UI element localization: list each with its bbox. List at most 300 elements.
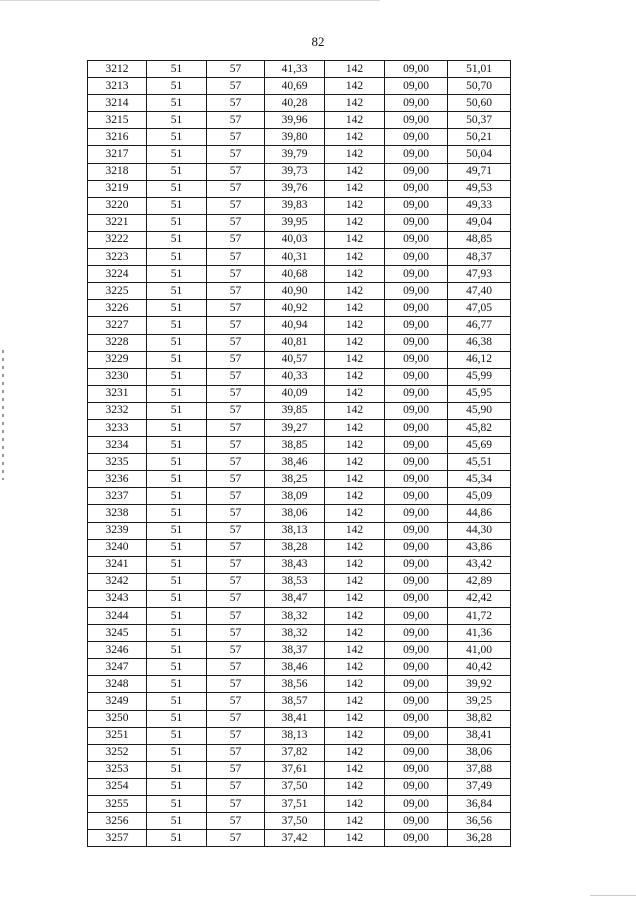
- col6-cell: 09,00: [385, 727, 448, 744]
- col2-cell: 51: [147, 300, 207, 317]
- col2-cell: 51: [147, 266, 207, 283]
- col5-cell: 142: [325, 95, 385, 112]
- col5-cell: 142: [325, 608, 385, 625]
- col3-cell: 57: [207, 830, 265, 847]
- col5-cell: 142: [325, 522, 385, 539]
- col4-cell: 38,57: [265, 693, 325, 710]
- table-row: [88, 488, 511, 505]
- col7-cell: 45,95: [448, 385, 511, 402]
- col6-cell: 09,00: [385, 471, 448, 488]
- col2-cell: 51: [147, 454, 207, 471]
- col6-cell: 09,00: [385, 129, 448, 146]
- table-row: [88, 437, 511, 454]
- table-row: [88, 830, 511, 847]
- col2-cell: 51: [147, 556, 207, 573]
- table-row: [88, 796, 511, 813]
- table-row: [88, 249, 511, 266]
- id-cell: 3250: [88, 710, 147, 727]
- col2-cell: 51: [147, 573, 207, 590]
- col7-cell: 50,60: [448, 95, 511, 112]
- col3-cell: 57: [207, 61, 265, 78]
- col4-cell: 38,13: [265, 727, 325, 744]
- col3-cell: 57: [207, 78, 265, 95]
- table-row: [88, 676, 511, 693]
- col4-cell: 38,32: [265, 625, 325, 642]
- col3-cell: 57: [207, 419, 265, 436]
- col2-cell: 51: [147, 351, 207, 368]
- col6-cell: 09,00: [385, 778, 448, 795]
- col3-cell: 57: [207, 214, 265, 231]
- col6-cell: 09,00: [385, 437, 448, 454]
- col5-cell: 142: [325, 129, 385, 146]
- col6-cell: 09,00: [385, 249, 448, 266]
- col6-cell: 09,00: [385, 197, 448, 214]
- table-row: [88, 573, 511, 590]
- col5-cell: 142: [325, 266, 385, 283]
- col5-cell: 142: [325, 727, 385, 744]
- col3-cell: 57: [207, 351, 265, 368]
- table-row: [88, 112, 511, 129]
- table-row: [88, 659, 511, 676]
- col5-cell: 142: [325, 744, 385, 761]
- col7-cell: 45,51: [448, 454, 511, 471]
- id-cell: 3255: [88, 796, 147, 813]
- col5-cell: 142: [325, 590, 385, 607]
- col7-cell: 45,90: [448, 402, 511, 419]
- col4-cell: 40,69: [265, 78, 325, 95]
- col6-cell: 09,00: [385, 402, 448, 419]
- id-cell: 3238: [88, 505, 147, 522]
- col5-cell: 142: [325, 778, 385, 795]
- col6-cell: 09,00: [385, 334, 448, 351]
- id-cell: 3223: [88, 249, 147, 266]
- col6-cell: 09,00: [385, 61, 448, 78]
- table-row: [88, 590, 511, 607]
- col4-cell: 38,37: [265, 642, 325, 659]
- col3-cell: 57: [207, 437, 265, 454]
- col7-cell: 37,88: [448, 761, 511, 778]
- col7-cell: 45,82: [448, 419, 511, 436]
- table-row: [88, 471, 511, 488]
- table-row: [88, 214, 511, 231]
- col4-cell: 39,27: [265, 419, 325, 436]
- col5-cell: 142: [325, 454, 385, 471]
- col6-cell: 09,00: [385, 659, 448, 676]
- col3-cell: 57: [207, 368, 265, 385]
- col2-cell: 51: [147, 437, 207, 454]
- id-cell: 3221: [88, 214, 147, 231]
- col6-cell: 09,00: [385, 642, 448, 659]
- col7-cell: 39,92: [448, 676, 511, 693]
- col7-cell: 49,53: [448, 180, 511, 197]
- data-table: [87, 60, 511, 847]
- col2-cell: 51: [147, 402, 207, 419]
- col7-cell: 36,56: [448, 813, 511, 830]
- col6-cell: 09,00: [385, 454, 448, 471]
- table-row: [88, 317, 511, 334]
- col7-cell: 36,28: [448, 830, 511, 847]
- col6-cell: 09,00: [385, 266, 448, 283]
- col2-cell: 51: [147, 78, 207, 95]
- table-row: [88, 266, 511, 283]
- col7-cell: 45,09: [448, 488, 511, 505]
- col2-cell: 51: [147, 522, 207, 539]
- col3-cell: 57: [207, 590, 265, 607]
- id-cell: 3245: [88, 625, 147, 642]
- id-cell: 3220: [88, 197, 147, 214]
- id-cell: 3257: [88, 830, 147, 847]
- col2-cell: 51: [147, 505, 207, 522]
- col4-cell: 38,46: [265, 454, 325, 471]
- col2-cell: 51: [147, 214, 207, 231]
- col3-cell: 57: [207, 693, 265, 710]
- col5-cell: 142: [325, 61, 385, 78]
- col5-cell: 142: [325, 112, 385, 129]
- col2-cell: 51: [147, 197, 207, 214]
- col2-cell: 51: [147, 419, 207, 436]
- col4-cell: 40,09: [265, 385, 325, 402]
- id-cell: 3234: [88, 437, 147, 454]
- id-cell: 3246: [88, 642, 147, 659]
- col5-cell: 142: [325, 693, 385, 710]
- col3-cell: 57: [207, 710, 265, 727]
- col7-cell: 50,04: [448, 146, 511, 163]
- col2-cell: 51: [147, 368, 207, 385]
- col7-cell: 43,42: [448, 556, 511, 573]
- col6-cell: 09,00: [385, 300, 448, 317]
- col3-cell: 57: [207, 625, 265, 642]
- table-row: [88, 454, 511, 471]
- col5-cell: 142: [325, 163, 385, 180]
- col4-cell: 38,43: [265, 556, 325, 573]
- col3-cell: 57: [207, 146, 265, 163]
- table-row: [88, 163, 511, 180]
- col3-cell: 57: [207, 385, 265, 402]
- col4-cell: 37,50: [265, 813, 325, 830]
- table-row: [88, 778, 511, 795]
- id-cell: 3233: [88, 419, 147, 436]
- col4-cell: 39,96: [265, 112, 325, 129]
- table-body: [88, 61, 511, 847]
- col2-cell: 51: [147, 95, 207, 112]
- col6-cell: 09,00: [385, 317, 448, 334]
- col7-cell: 39,25: [448, 693, 511, 710]
- col6-cell: 09,00: [385, 214, 448, 231]
- col6-cell: 09,00: [385, 78, 448, 95]
- id-cell: 3244: [88, 608, 147, 625]
- col6-cell: 09,00: [385, 231, 448, 248]
- col2-cell: 51: [147, 642, 207, 659]
- col5-cell: 142: [325, 556, 385, 573]
- col2-cell: 51: [147, 761, 207, 778]
- id-cell: 3227: [88, 317, 147, 334]
- col5-cell: 142: [325, 437, 385, 454]
- table-row: [88, 522, 511, 539]
- scan-margin-mark: [2, 350, 4, 480]
- col2-cell: 51: [147, 129, 207, 146]
- col3-cell: 57: [207, 505, 265, 522]
- table-row: [88, 813, 511, 830]
- col4-cell: 38,46: [265, 659, 325, 676]
- col3-cell: 57: [207, 317, 265, 334]
- col7-cell: 50,37: [448, 112, 511, 129]
- col5-cell: 142: [325, 334, 385, 351]
- col2-cell: 51: [147, 659, 207, 676]
- col5-cell: 142: [325, 402, 385, 419]
- col6-cell: 09,00: [385, 283, 448, 300]
- col7-cell: 46,12: [448, 351, 511, 368]
- col6-cell: 09,00: [385, 112, 448, 129]
- col5-cell: 142: [325, 419, 385, 436]
- col2-cell: 51: [147, 163, 207, 180]
- col3-cell: 57: [207, 744, 265, 761]
- col4-cell: 39,85: [265, 402, 325, 419]
- col3-cell: 57: [207, 488, 265, 505]
- id-cell: 3235: [88, 454, 147, 471]
- col5-cell: 142: [325, 385, 385, 402]
- col6-cell: 09,00: [385, 385, 448, 402]
- col3-cell: 57: [207, 231, 265, 248]
- col3-cell: 57: [207, 129, 265, 146]
- col7-cell: 51,01: [448, 61, 511, 78]
- col2-cell: 51: [147, 778, 207, 795]
- scan-top-rule: [0, 0, 380, 1]
- col7-cell: 38,82: [448, 710, 511, 727]
- col4-cell: 40,57: [265, 351, 325, 368]
- col4-cell: 40,90: [265, 283, 325, 300]
- table-row: [88, 608, 511, 625]
- col6-cell: 09,00: [385, 744, 448, 761]
- col4-cell: 41,33: [265, 61, 325, 78]
- col7-cell: 45,69: [448, 437, 511, 454]
- col6-cell: 09,00: [385, 180, 448, 197]
- col6-cell: 09,00: [385, 368, 448, 385]
- id-cell: 3243: [88, 590, 147, 607]
- col2-cell: 51: [147, 385, 207, 402]
- col4-cell: 38,32: [265, 608, 325, 625]
- id-cell: 3232: [88, 402, 147, 419]
- col7-cell: 43,86: [448, 539, 511, 556]
- col4-cell: 40,68: [265, 266, 325, 283]
- col4-cell: 38,53: [265, 573, 325, 590]
- col6-cell: 09,00: [385, 693, 448, 710]
- id-cell: 3229: [88, 351, 147, 368]
- col5-cell: 142: [325, 539, 385, 556]
- id-cell: 3240: [88, 539, 147, 556]
- col3-cell: 57: [207, 642, 265, 659]
- col5-cell: 142: [325, 214, 385, 231]
- col6-cell: 09,00: [385, 676, 448, 693]
- table-row: [88, 710, 511, 727]
- col7-cell: 37,49: [448, 778, 511, 795]
- table-row: [88, 61, 511, 78]
- col6-cell: 09,00: [385, 505, 448, 522]
- col7-cell: 49,04: [448, 214, 511, 231]
- col5-cell: 142: [325, 249, 385, 266]
- col3-cell: 57: [207, 334, 265, 351]
- col3-cell: 57: [207, 539, 265, 556]
- col5-cell: 142: [325, 813, 385, 830]
- col6-cell: 09,00: [385, 146, 448, 163]
- col5-cell: 142: [325, 471, 385, 488]
- col7-cell: 50,21: [448, 129, 511, 146]
- col5-cell: 142: [325, 676, 385, 693]
- id-cell: 3241: [88, 556, 147, 573]
- col3-cell: 57: [207, 522, 265, 539]
- col7-cell: 42,89: [448, 573, 511, 590]
- col5-cell: 142: [325, 146, 385, 163]
- id-cell: 3226: [88, 300, 147, 317]
- col7-cell: 47,93: [448, 266, 511, 283]
- col2-cell: 51: [147, 796, 207, 813]
- table-row: [88, 744, 511, 761]
- col6-cell: 09,00: [385, 522, 448, 539]
- col2-cell: 51: [147, 590, 207, 607]
- table-row: [88, 385, 511, 402]
- col4-cell: 37,61: [265, 761, 325, 778]
- col3-cell: 57: [207, 573, 265, 590]
- col7-cell: 36,84: [448, 796, 511, 813]
- col4-cell: 38,06: [265, 505, 325, 522]
- col3-cell: 57: [207, 796, 265, 813]
- id-cell: 3230: [88, 368, 147, 385]
- id-cell: 3253: [88, 761, 147, 778]
- table-row: [88, 95, 511, 112]
- col6-cell: 09,00: [385, 95, 448, 112]
- col4-cell: 39,79: [265, 146, 325, 163]
- col7-cell: 49,71: [448, 163, 511, 180]
- table-row: [88, 351, 511, 368]
- col2-cell: 51: [147, 180, 207, 197]
- col4-cell: 38,85: [265, 437, 325, 454]
- col2-cell: 51: [147, 488, 207, 505]
- id-cell: 3247: [88, 659, 147, 676]
- id-cell: 3251: [88, 727, 147, 744]
- col4-cell: 39,73: [265, 163, 325, 180]
- id-cell: 3231: [88, 385, 147, 402]
- id-cell: 3212: [88, 61, 147, 78]
- table-row: [88, 761, 511, 778]
- id-cell: 3219: [88, 180, 147, 197]
- col2-cell: 51: [147, 608, 207, 625]
- col6-cell: 09,00: [385, 163, 448, 180]
- col3-cell: 57: [207, 659, 265, 676]
- col5-cell: 142: [325, 197, 385, 214]
- col2-cell: 51: [147, 249, 207, 266]
- col2-cell: 51: [147, 112, 207, 129]
- col4-cell: 40,94: [265, 317, 325, 334]
- col7-cell: 46,38: [448, 334, 511, 351]
- col4-cell: 38,13: [265, 522, 325, 539]
- id-cell: 3249: [88, 693, 147, 710]
- col2-cell: 51: [147, 317, 207, 334]
- id-cell: 3237: [88, 488, 147, 505]
- col4-cell: 40,33: [265, 368, 325, 385]
- col3-cell: 57: [207, 676, 265, 693]
- col3-cell: 57: [207, 608, 265, 625]
- col5-cell: 142: [325, 368, 385, 385]
- table-row: [88, 642, 511, 659]
- col2-cell: 51: [147, 471, 207, 488]
- table-row: [88, 180, 511, 197]
- col7-cell: 41,36: [448, 625, 511, 642]
- id-cell: 3248: [88, 676, 147, 693]
- col6-cell: 09,00: [385, 796, 448, 813]
- col3-cell: 57: [207, 95, 265, 112]
- col4-cell: 40,03: [265, 231, 325, 248]
- table-row: [88, 556, 511, 573]
- col4-cell: 39,76: [265, 180, 325, 197]
- table-row: [88, 146, 511, 163]
- col7-cell: 44,86: [448, 505, 511, 522]
- col4-cell: 38,56: [265, 676, 325, 693]
- col6-cell: 09,00: [385, 419, 448, 436]
- col2-cell: 51: [147, 625, 207, 642]
- col4-cell: 37,50: [265, 778, 325, 795]
- col7-cell: 41,00: [448, 642, 511, 659]
- table-row: [88, 693, 511, 710]
- col4-cell: 39,95: [265, 214, 325, 231]
- col7-cell: 48,85: [448, 231, 511, 248]
- col6-cell: 09,00: [385, 625, 448, 642]
- id-cell: 3214: [88, 95, 147, 112]
- col5-cell: 142: [325, 830, 385, 847]
- col3-cell: 57: [207, 112, 265, 129]
- col2-cell: 51: [147, 283, 207, 300]
- col2-cell: 51: [147, 744, 207, 761]
- id-cell: 3239: [88, 522, 147, 539]
- col5-cell: 142: [325, 710, 385, 727]
- col5-cell: 142: [325, 317, 385, 334]
- id-cell: 3215: [88, 112, 147, 129]
- col3-cell: 57: [207, 197, 265, 214]
- col3-cell: 57: [207, 163, 265, 180]
- col7-cell: 38,06: [448, 744, 511, 761]
- col7-cell: 47,05: [448, 300, 511, 317]
- table-row: [88, 300, 511, 317]
- col5-cell: 142: [325, 573, 385, 590]
- table-row: [88, 539, 511, 556]
- table-row: [88, 231, 511, 248]
- col4-cell: 38,28: [265, 539, 325, 556]
- col5-cell: 142: [325, 488, 385, 505]
- col6-cell: 09,00: [385, 710, 448, 727]
- col7-cell: 40,42: [448, 659, 511, 676]
- col2-cell: 51: [147, 146, 207, 163]
- col4-cell: 39,80: [265, 129, 325, 146]
- table-row: [88, 625, 511, 642]
- col7-cell: 44,30: [448, 522, 511, 539]
- col5-cell: 142: [325, 659, 385, 676]
- col4-cell: 38,47: [265, 590, 325, 607]
- col3-cell: 57: [207, 249, 265, 266]
- col7-cell: 45,99: [448, 368, 511, 385]
- id-cell: 3216: [88, 129, 147, 146]
- col6-cell: 09,00: [385, 761, 448, 778]
- table-row: [88, 727, 511, 744]
- col5-cell: 142: [325, 231, 385, 248]
- col7-cell: 48,37: [448, 249, 511, 266]
- table-row: [88, 334, 511, 351]
- col7-cell: 41,72: [448, 608, 511, 625]
- col5-cell: 142: [325, 78, 385, 95]
- col4-cell: 38,41: [265, 710, 325, 727]
- page-number: 82: [311, 34, 325, 49]
- id-cell: 3228: [88, 334, 147, 351]
- col5-cell: 142: [325, 283, 385, 300]
- col5-cell: 142: [325, 761, 385, 778]
- col4-cell: 38,25: [265, 471, 325, 488]
